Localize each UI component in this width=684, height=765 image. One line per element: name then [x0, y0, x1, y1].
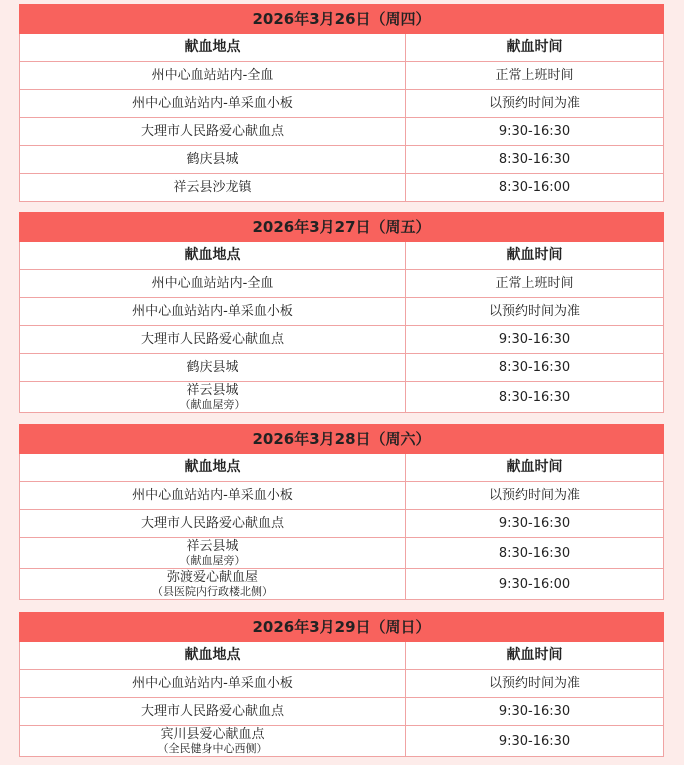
time-cell: 正常上班时间	[406, 270, 664, 298]
time-cell: 8:30-16:30	[406, 382, 664, 413]
location-cell: 鹤庆县城	[20, 354, 406, 382]
time-column-header: 献血时间	[406, 642, 664, 670]
date-header: 2026年3月28日（周六）	[20, 425, 664, 454]
schedule-table	[19, 612, 664, 757]
schedule-table	[19, 212, 664, 413]
location-cell: 大理市人民路爱心献血点	[20, 698, 406, 726]
time-cell: 以预约时间为准	[406, 482, 664, 510]
table-row	[20, 146, 664, 174]
table-row	[20, 326, 664, 354]
location-note: （县医院内行政楼北侧）	[152, 585, 273, 598]
date-header: 2026年3月27日（周五）	[20, 213, 664, 242]
time-column-header: 献血时间	[406, 34, 664, 62]
location-column-header: 献血地点	[20, 242, 406, 270]
time-cell: 9:30-16:30	[406, 118, 664, 146]
location-cell: 州中心血站站内-单采血小板	[20, 670, 406, 698]
schedule-day-3	[19, 424, 663, 600]
time-cell: 以预约时间为准	[406, 298, 664, 326]
location-column-header: 献血地点	[20, 454, 406, 482]
location-name: 祥云县城	[186, 383, 239, 398]
location-note: （献血屋旁）	[179, 554, 246, 567]
table-row	[20, 538, 664, 569]
table-row	[20, 174, 664, 202]
table-row	[20, 354, 664, 382]
schedule-table	[19, 424, 664, 600]
schedule-day-2	[19, 212, 663, 413]
location-cell: 鹤庆县城	[20, 146, 406, 174]
location-column-header: 献血地点	[20, 34, 406, 62]
location-column-header: 献血地点	[20, 642, 406, 670]
time-column-header: 献血时间	[406, 242, 664, 270]
location-name: 祥云县城	[186, 539, 239, 554]
time-cell: 9:30-16:00	[406, 569, 664, 600]
location-note: （全民健身中心西侧）	[157, 742, 268, 755]
location-cell	[20, 726, 406, 757]
time-cell: 9:30-16:30	[406, 326, 664, 354]
location-cell: 祥云县沙龙镇	[20, 174, 406, 202]
location-cell: 州中心血站站内-全血	[20, 62, 406, 90]
table-row	[20, 510, 664, 538]
location-cell: 大理市人民路爱心献血点	[20, 118, 406, 146]
time-cell: 8:30-16:30	[406, 354, 664, 382]
location-cell	[20, 382, 406, 413]
location-name: 宾川县爱心献血点	[160, 727, 265, 742]
table-row	[20, 482, 664, 510]
table-row	[20, 90, 664, 118]
time-cell: 以预约时间为准	[406, 90, 664, 118]
location-cell: 州中心血站站内-单采血小板	[20, 298, 406, 326]
schedule-day-4	[19, 612, 663, 757]
table-row	[20, 698, 664, 726]
table-row	[20, 569, 664, 600]
location-note: （献血屋旁）	[179, 398, 246, 411]
table-row	[20, 270, 664, 298]
time-column-header: 献血时间	[406, 454, 664, 482]
time-cell: 以预约时间为准	[406, 670, 664, 698]
date-header: 2026年3月26日（周四）	[20, 5, 664, 34]
location-name: 弥渡爱心献血屋	[166, 570, 258, 585]
location-cell	[20, 538, 406, 569]
time-cell: 8:30-16:30	[406, 538, 664, 569]
time-cell: 正常上班时间	[406, 62, 664, 90]
location-cell: 大理市人民路爱心献血点	[20, 326, 406, 354]
location-cell	[20, 569, 406, 600]
location-cell: 州中心血站站内-单采血小板	[20, 90, 406, 118]
table-row	[20, 62, 664, 90]
time-cell: 9:30-16:30	[406, 510, 664, 538]
time-cell: 9:30-16:30	[406, 726, 664, 757]
table-row	[20, 298, 664, 326]
time-cell: 8:30-16:30	[406, 146, 664, 174]
time-cell: 9:30-16:30	[406, 698, 664, 726]
table-row	[20, 726, 664, 757]
location-cell: 州中心血站站内-全血	[20, 270, 406, 298]
table-row	[20, 382, 664, 413]
table-row	[20, 670, 664, 698]
table-row	[20, 118, 664, 146]
time-cell: 8:30-16:00	[406, 174, 664, 202]
date-header: 2026年3月29日（周日）	[20, 613, 664, 642]
location-cell: 州中心血站站内-单采血小板	[20, 482, 406, 510]
location-cell: 大理市人民路爱心献血点	[20, 510, 406, 538]
schedule-day-1	[19, 4, 663, 202]
schedule-table	[19, 4, 664, 202]
